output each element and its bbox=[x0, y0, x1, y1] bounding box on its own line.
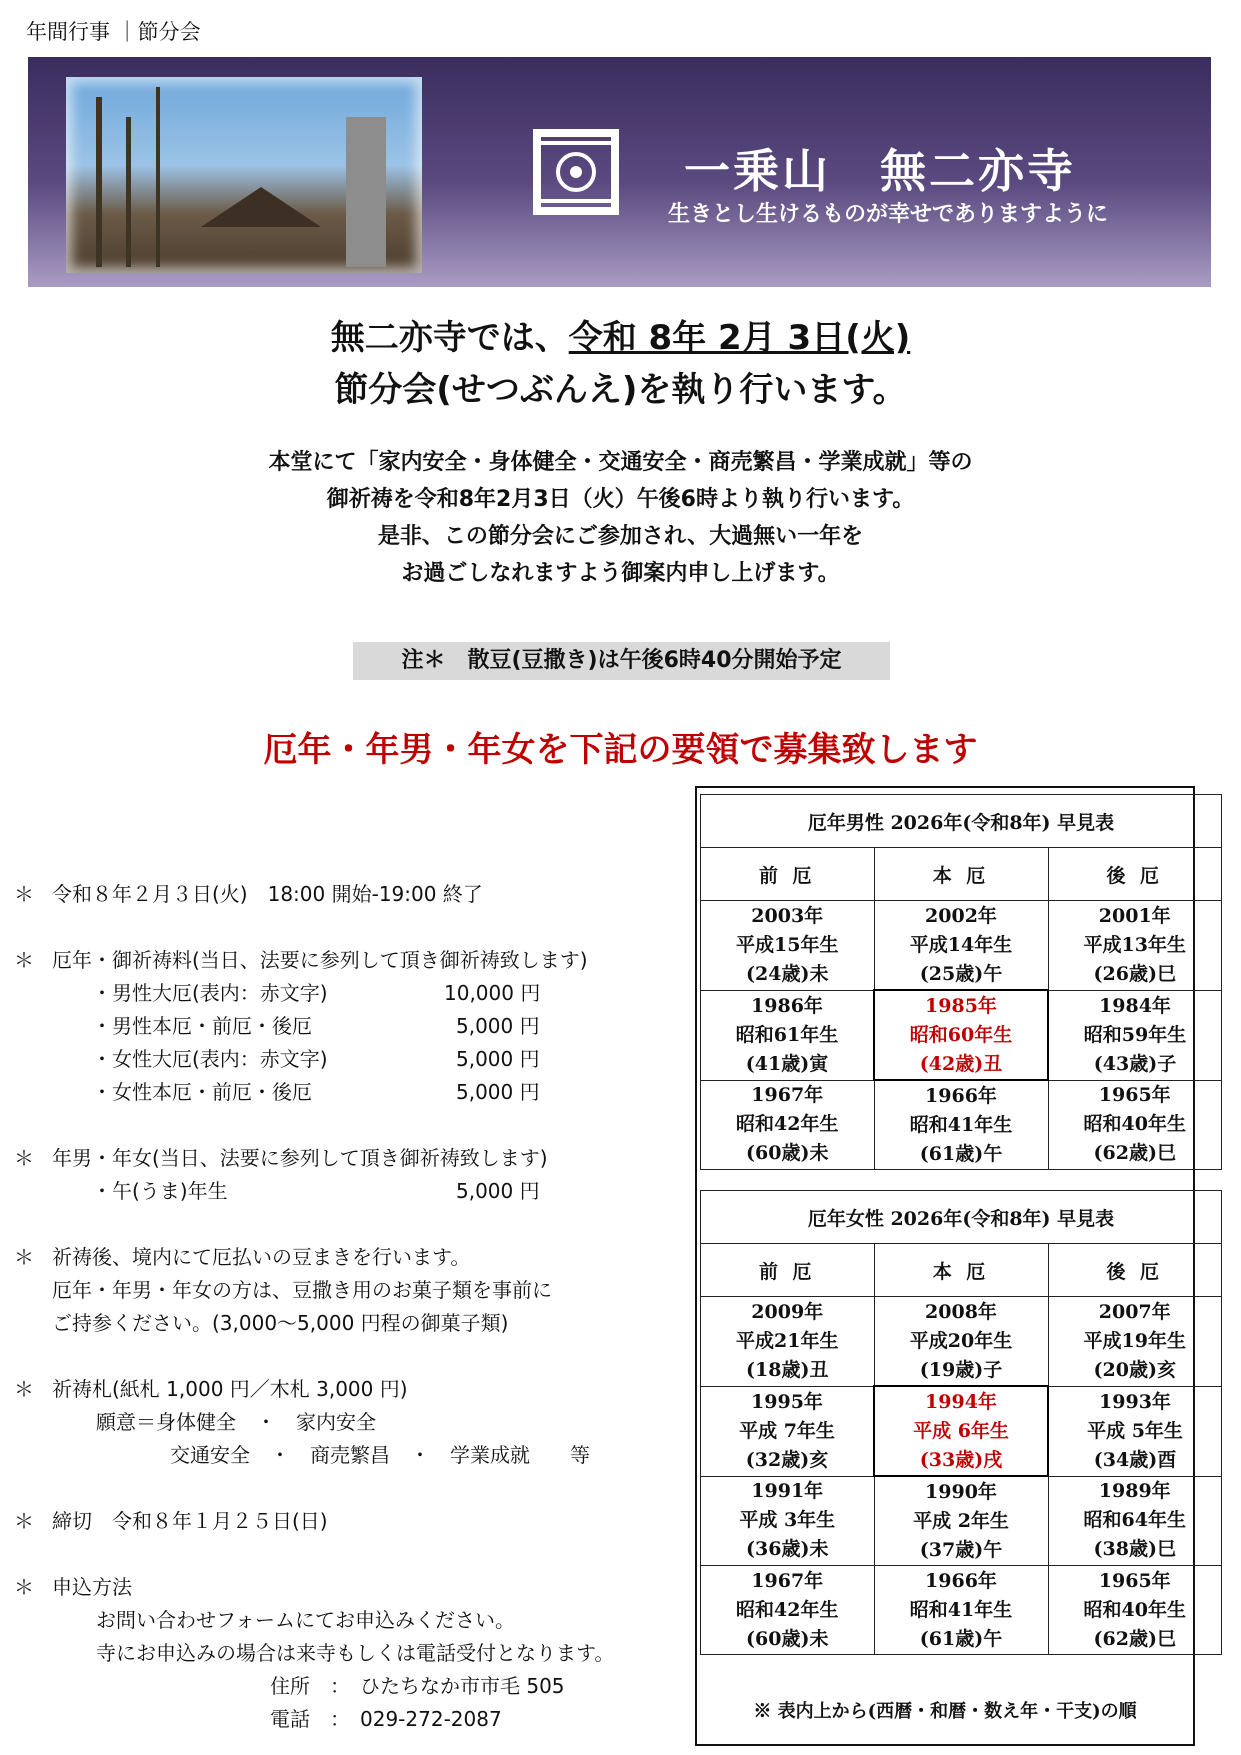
col-header: 後 厄 bbox=[1048, 1244, 1222, 1297]
apply-line: 寺にお申込みの場合は来寺もしくは電話受付となります。 bbox=[96, 1641, 615, 1665]
bullet-star: ＊ bbox=[14, 948, 34, 972]
header-banner bbox=[28, 57, 1211, 287]
temple-crest-icon bbox=[533, 129, 619, 215]
table-cell: 1965年 昭和40年生 (62歳)巳 bbox=[1048, 1080, 1222, 1170]
table-cell: 1991年 平成 3年生 (36歳)未 bbox=[701, 1476, 875, 1566]
temple-photo bbox=[66, 77, 422, 273]
table-cell: 1986年 昭和61年生 (41歳)寅 bbox=[701, 990, 875, 1080]
intro-text bbox=[0, 444, 1241, 592]
table-cell: 1967年 昭和42年生 (60歳)未 bbox=[701, 1566, 875, 1655]
bullet-star: ＊ bbox=[14, 1245, 34, 1269]
table-cell: 2003年 平成15年生 (24歳)未 bbox=[701, 901, 875, 991]
event-headline-line1 bbox=[0, 310, 1241, 359]
mame-line: 厄年・年男・年女の方は、豆撒き用のお菓子類を事前に bbox=[52, 1278, 552, 1302]
recruit-heading: 厄年・年男・年女を下記の要領で募集致します bbox=[263, 730, 978, 770]
female-yakudoshi-table bbox=[700, 1190, 1222, 1655]
fee-price: 5,000 円 bbox=[456, 1047, 540, 1071]
table-cell: 2009年 平成21年生 (18歳)丑 bbox=[701, 1297, 875, 1387]
event-date: 令和 8年 2月 3日(火) bbox=[568, 318, 911, 358]
breadcrumb: 年間行事 ｜節分会 bbox=[26, 20, 201, 44]
apply-title: 申込方法 bbox=[52, 1575, 132, 1599]
male-yakudoshi-table bbox=[700, 794, 1222, 1170]
table-cell: 2001年 平成13年生 (26歳)巳 bbox=[1048, 901, 1222, 991]
table-cell: 1993年 平成 5年生 (34歳)酉 bbox=[1048, 1386, 1222, 1476]
table-cell: 2008年 平成20年生 (19歳)子 bbox=[874, 1297, 1048, 1387]
intro-line: お過ごしなれますよう御案内申し上げます。 bbox=[401, 561, 840, 586]
fee-price: 5,000 円 bbox=[456, 1014, 540, 1038]
table-cell: 2007年 平成19年生 (20歳)亥 bbox=[1048, 1297, 1222, 1387]
fee-label: ・女性大厄(表内：赤文字) bbox=[92, 1047, 328, 1071]
apply-line: お問い合わせフォームにてお申込みください。 bbox=[96, 1608, 515, 1632]
toshi-price: 5,000 円 bbox=[456, 1179, 540, 1203]
fee-label: ・男性本厄・前厄・後厄 bbox=[92, 1014, 312, 1038]
fee-price: 5,000 円 bbox=[456, 1080, 540, 1104]
fuda-wish: 願意＝身体健全 ・ 家内安全 bbox=[96, 1410, 376, 1434]
table-cell: 1989年 昭和64年生 (38歳)巳 bbox=[1048, 1476, 1222, 1566]
table-cell: 1990年 平成 2年生 (37歳)午 bbox=[874, 1476, 1048, 1566]
fuda-title: 祈祷札(紙札 1,000 円／木札 3,000 円) bbox=[52, 1377, 408, 1401]
col-header: 後 厄 bbox=[1048, 848, 1222, 901]
mame-note: 注＊ 散豆(豆撒き)は午後6時40分開始予定 bbox=[353, 642, 890, 680]
intro-line: 是非、この節分会にご参加され、大過無い一年を bbox=[377, 524, 864, 549]
taiyaku-cell: 1985年 昭和60年生 (42歳)丑 bbox=[874, 990, 1048, 1080]
mame-line: ご持参ください。(3,000～5,000 円程の御菓子類) bbox=[52, 1311, 509, 1335]
col-header: 前 厄 bbox=[701, 1244, 875, 1297]
col-header: 本 厄 bbox=[874, 848, 1048, 901]
intro-line: 本堂にて「家内安全・身体健全・交通安全・商売繁昌・学業成就」等の bbox=[268, 450, 973, 475]
event-headline-line2: 節分会(せつぶんえ)を執り行います。 bbox=[334, 370, 907, 410]
details-list bbox=[14, 878, 684, 1736]
fee-title: 厄年・御祈祷料(当日、法要に参列して頂き御祈祷致します) bbox=[52, 948, 588, 972]
headline-prefix: 無二亦寺では、 bbox=[330, 318, 569, 358]
bullet-star: ＊ bbox=[14, 1575, 34, 1599]
temple-name: 一乗山 無二亦寺 bbox=[684, 144, 1076, 198]
event-date-time: 令和８年２月３日(火) 18:00 開始-19:00 終了 bbox=[52, 882, 483, 906]
toshi-label: ・午(うま)年生 bbox=[92, 1179, 228, 1203]
table-row bbox=[701, 1566, 1222, 1655]
table-cell: 1995年 平成 7年生 (32歳)亥 bbox=[701, 1386, 875, 1476]
col-header: 本 厄 bbox=[874, 1244, 1048, 1297]
address: 住所 ： ひたちなか市市毛 505 bbox=[270, 1674, 565, 1698]
intro-line: 御祈祷を令和8年2月3日（火）午後6時より執り行います。 bbox=[326, 487, 915, 512]
bullet-star: ＊ bbox=[14, 1377, 34, 1401]
col-header: 前 厄 bbox=[701, 848, 875, 901]
table-cell: 1984年 昭和59年生 (43歳)子 bbox=[1048, 990, 1222, 1080]
bullet-star: ＊ bbox=[14, 1509, 34, 1533]
table-row bbox=[701, 990, 1222, 1080]
table-title: 厄年女性 2026年(令和8年) 早見表 bbox=[701, 1191, 1222, 1244]
table-cell: 1966年 昭和41年生 (61歳)午 bbox=[874, 1566, 1048, 1655]
table-row bbox=[701, 1476, 1222, 1566]
table-row bbox=[701, 1297, 1222, 1387]
fee-price: 10,000 円 bbox=[444, 981, 541, 1005]
table-footnote: ※ 表内上から(西暦・和暦・数え年・干支)の順 bbox=[753, 1701, 1137, 1722]
table-title: 厄年男性 2026年(令和8年) 早見表 bbox=[701, 795, 1222, 848]
deadline: 締切 令和８年１月２５日(日) bbox=[52, 1509, 328, 1533]
temple-tagline: 生きとし生けるものが幸せでありますように bbox=[668, 202, 1109, 227]
phone: 電話 ： 029-272-2087 bbox=[270, 1707, 502, 1731]
table-row bbox=[701, 1386, 1222, 1476]
table-row bbox=[701, 1080, 1222, 1170]
bullet-star: ＊ bbox=[14, 882, 34, 906]
bullet-star: ＊ bbox=[14, 1146, 34, 1170]
table-cell: 1967年 昭和42年生 (60歳)未 bbox=[701, 1080, 875, 1170]
fee-label: ・男性大厄(表内：赤文字) bbox=[92, 981, 328, 1005]
mame-line: 祈祷後、境内にて厄払いの豆まきを行います。 bbox=[52, 1245, 471, 1269]
fuda-wish: 交通安全 ・ 商売繁昌 ・ 学業成就 等 bbox=[170, 1443, 590, 1467]
table-cell: 1965年 昭和40年生 (62歳)巳 bbox=[1048, 1566, 1222, 1655]
table-cell: 1966年 昭和41年生 (61歳)午 bbox=[874, 1080, 1048, 1170]
table-cell: 2002年 平成14年生 (25歳)午 bbox=[874, 901, 1048, 991]
table-row bbox=[701, 901, 1222, 991]
taiyaku-cell: 1994年 平成 6年生 (33歳)戌 bbox=[874, 1386, 1048, 1476]
toshi-title: 年男・年女(当日、法要に参列して頂き御祈祷致します) bbox=[52, 1146, 548, 1170]
fee-label: ・女性本厄・前厄・後厄 bbox=[92, 1080, 312, 1104]
